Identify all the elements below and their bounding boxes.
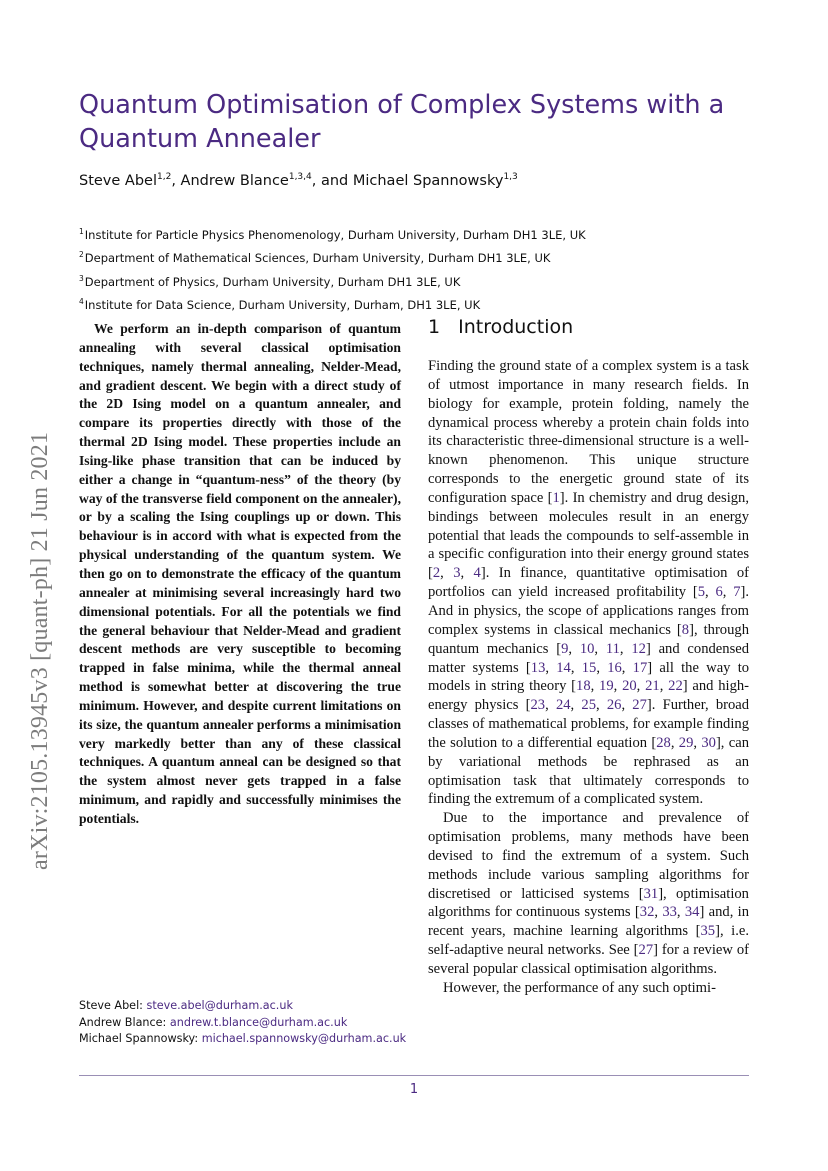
body-text: , <box>619 640 632 657</box>
citation-link[interactable]: 25 <box>581 697 596 714</box>
affiliation-number: 1 <box>79 227 84 236</box>
affiliation-text: Institute for Data Science, Durham University, Durham, DH1 3LE, UK <box>84 297 481 312</box>
citation-link[interactable]: 15 <box>581 659 597 676</box>
citation-link[interactable]: 4 <box>473 565 481 582</box>
author-list <box>79 172 518 189</box>
citation-link[interactable]: 14 <box>556 659 571 676</box>
body-text: , <box>670 734 679 751</box>
body-text: , <box>705 584 716 601</box>
body-text: , <box>722 584 734 601</box>
citation-link[interactable]: 24 <box>555 697 571 714</box>
body-text: ], can by variational methods be rephrased as an optimisation task that ultimately corresponds to finding the extremum of a complicated system. <box>428 734 750 808</box>
citation-link[interactable]: 32 <box>639 904 655 921</box>
body-text: ], optimisation algorithms for continuous systems [ <box>428 885 749 921</box>
citation-link[interactable]: 23 <box>530 697 546 714</box>
author-affiliation-marks: 1,3,4 <box>288 172 312 182</box>
affiliation-number: 3 <box>79 273 84 283</box>
affiliation-text: Department of Physics, Durham University, Durham DH1 3LE, UK <box>84 274 461 289</box>
author-affiliation-marks: 1,3 <box>503 172 518 182</box>
body-text: , <box>460 565 474 582</box>
author-name: Michael Spannowsky <box>352 173 504 189</box>
body-text: , <box>570 697 582 714</box>
contact-name: Andrew Blance: <box>79 1015 167 1029</box>
body-text: Finding the ground state of a complex system is a task of utmost importance in many research fields. In biology for example, protein folding, namely the dynamical process whereby a protein chain folds into its characteristic three-dimensional structure is a well-known phenomenon. This unique structure corresponds to the energetic ground state of its configuration space [ <box>428 358 749 506</box>
body-text: , <box>545 697 556 714</box>
body-text: , <box>545 659 557 676</box>
body-text: , <box>693 734 702 751</box>
citation-link[interactable]: 2 <box>432 565 441 582</box>
citation-link[interactable]: 29 <box>678 734 694 751</box>
body-text: However, the performance of any such optimi- <box>443 979 716 996</box>
citation-link[interactable]: 19 <box>599 678 614 695</box>
body-text: ], through quantum mechanics [ <box>428 621 749 657</box>
body-text: ] and high-energy physics [ <box>428 678 750 714</box>
citation-link[interactable]: 12 <box>631 640 646 657</box>
footer-rule <box>79 1075 749 1076</box>
contact-email-link[interactable]: michael.spannowsky@durham.ac.uk <box>201 1032 407 1045</box>
citation-link[interactable]: 1 <box>552 489 560 506</box>
citation-link[interactable]: 22 <box>668 678 683 695</box>
body-text: ], i.e. self-adaptive neural networks. See [ <box>428 923 749 959</box>
contact-item <box>79 998 406 1015</box>
body-text: , <box>621 697 633 714</box>
citation-link[interactable]: 35 <box>700 923 716 940</box>
affiliation-list <box>79 222 586 315</box>
contact-name: Michael Spannowsky: <box>79 1032 199 1045</box>
body-text: ]. In finance, quantitative optimisation of portfolios can yield increased profitability [ <box>428 565 750 601</box>
page-number: 1 <box>409 1082 419 1097</box>
paper-title: Quantum Optimisation of Complex Systems with a Quantum Annealer <box>79 90 725 154</box>
body-paragraph <box>428 979 749 998</box>
body-text: ]. And in physics, the scope of applications ranges from complex systems in classical mechanics [ <box>428 584 750 638</box>
body-text: ] all the way to models in string theory [ <box>428 659 750 695</box>
contact-item <box>79 1015 406 1032</box>
citation-link[interactable]: 8 <box>681 621 690 638</box>
author-affiliation-marks: 1,2 <box>157 172 172 182</box>
author-separator: , and <box>311 173 353 189</box>
body-text: , <box>570 659 582 676</box>
citation-link[interactable]: 16 <box>607 659 622 676</box>
affiliation-number: 4 <box>79 296 84 306</box>
citation-link[interactable]: 26 <box>606 697 622 714</box>
body-text: , <box>659 678 669 695</box>
contact-email-link[interactable]: andrew.t.blance@durham.ac.uk <box>169 1015 348 1029</box>
citation-link[interactable]: 3 <box>453 565 461 582</box>
contact-list <box>79 998 406 1048</box>
section-heading <box>428 316 573 338</box>
citation-link[interactable]: 10 <box>579 640 595 657</box>
body-paragraph <box>428 809 749 979</box>
abstract: We perform an in-depth comparison of quantum annealing with several classical optimisation techniques, namely thermal annealing, Nelder-Mead, and gradient descent. We begin with a direct study of the 2D Ising model on a quantum annealer, and compare its properties directly with those of the thermal 2D Ising model. These properties include an Ising-like phase transition that can be induced by either a change in “quantum-ness” of the theory (by way of the transverse field component on the annealer), or by a scaling the Ising couplings up or down. This behaviour is in accord with what is expected from the physical understanding of the quantum system. We then go on to demonstrate the efficacy of the quantum annealer at minimising several increasingly hard two dimensional potentials. For all the potentials we find the general behaviour that Nelder-Mead and gradient descent methods are very susceptible to becoming trapped in false minima, while the thermal anneal method is somewhat better at discovering the true minimum. However, and despite current limitations on its size, the quantum annealer performs a minimisation very markedly better than any of these classical techniques. A quantum anneal can be designed so that the system almost never gets trapped in a false minimum, and rapidly and successfully minimises the potentials. <box>79 321 401 826</box>
author-separator: , <box>171 173 181 189</box>
citation-link[interactable]: 21 <box>645 678 660 695</box>
citation-link[interactable]: 28 <box>656 734 671 751</box>
body-text: ]. Further, broad classes of mathematical problems, for example finding the solution to a differential equation [ <box>428 697 750 751</box>
body-text: , <box>654 904 663 921</box>
affiliation-text: Department of Mathematical Sciences, Durham University, Durham DH1 3LE, UK <box>84 251 551 266</box>
body-text: ] and, in recent years, machine learning algorithms [ <box>428 904 750 940</box>
citation-link[interactable]: 6 <box>715 584 723 601</box>
body-text: , <box>621 659 633 676</box>
affiliation-item <box>79 292 586 315</box>
body-text: , <box>590 678 600 695</box>
body-text: , <box>676 904 685 921</box>
affiliation-text: Institute for Particle Physics Phenomenology, Durham University, Durham DH1 3LE, UK <box>84 228 586 242</box>
arxiv-identifier[interactable]: arXiv:2105.13945v3 [quant-ph] 21 Jun 2021 <box>27 431 53 870</box>
affiliation-item <box>79 222 586 245</box>
body-text: , <box>594 640 606 657</box>
citation-link[interactable]: 18 <box>576 678 591 695</box>
citation-link[interactable]: 11 <box>605 640 620 657</box>
section-title: Introduction <box>458 316 574 338</box>
citation-link[interactable]: 27 <box>638 942 654 959</box>
body-text: ]. In chemistry and drug design, bindings between molecules result in an energy potential that leads the compounds to self-assemble in a specific configuration into their energy ground states [ <box>428 489 749 582</box>
citation-link[interactable]: 13 <box>530 659 546 676</box>
citation-link[interactable]: 7 <box>733 584 741 601</box>
citation-link[interactable]: 33 <box>662 904 677 921</box>
citation-link[interactable]: 9 <box>561 640 569 657</box>
body-text: , <box>636 678 646 695</box>
citation-link[interactable]: 27 <box>632 697 647 714</box>
body-text: , <box>568 640 580 657</box>
body-text: , <box>596 659 608 676</box>
body-text: , <box>595 697 607 714</box>
body-text: , <box>440 565 454 582</box>
affiliation-number: 2 <box>79 250 84 260</box>
citation-link[interactable]: 5 <box>697 584 706 601</box>
author-name: Andrew Blance <box>180 173 289 189</box>
citation-link[interactable]: 31 <box>643 885 659 902</box>
author-name: Steve Abel <box>79 173 157 189</box>
body-text: ] for a review of several popular classical optimisation algorithms. <box>428 942 749 977</box>
introduction-body <box>428 357 749 998</box>
contact-item <box>79 1031 406 1048</box>
citation-link[interactable]: 17 <box>632 659 648 676</box>
body-text: , <box>613 678 623 695</box>
contact-email-link[interactable]: steve.abel@durham.ac.uk <box>146 999 293 1012</box>
citation-link[interactable]: 20 <box>622 678 637 695</box>
section-number: 1 <box>428 316 441 338</box>
affiliation-item <box>79 269 586 292</box>
body-paragraph <box>428 357 749 809</box>
contact-name: Steve Abel: <box>79 999 143 1012</box>
citation-link[interactable]: 34 <box>684 904 700 921</box>
citation-link[interactable]: 30 <box>701 734 716 751</box>
body-text: Due to the importance and prevalence of optimisation problems, many methods have been devised to find the extremum of a system. Such methods include various sampling algorithms for discretised or latticised systems [ <box>428 810 749 902</box>
body-text: ] and condensed matter systems [ <box>428 640 750 676</box>
affiliation-item <box>79 245 586 268</box>
